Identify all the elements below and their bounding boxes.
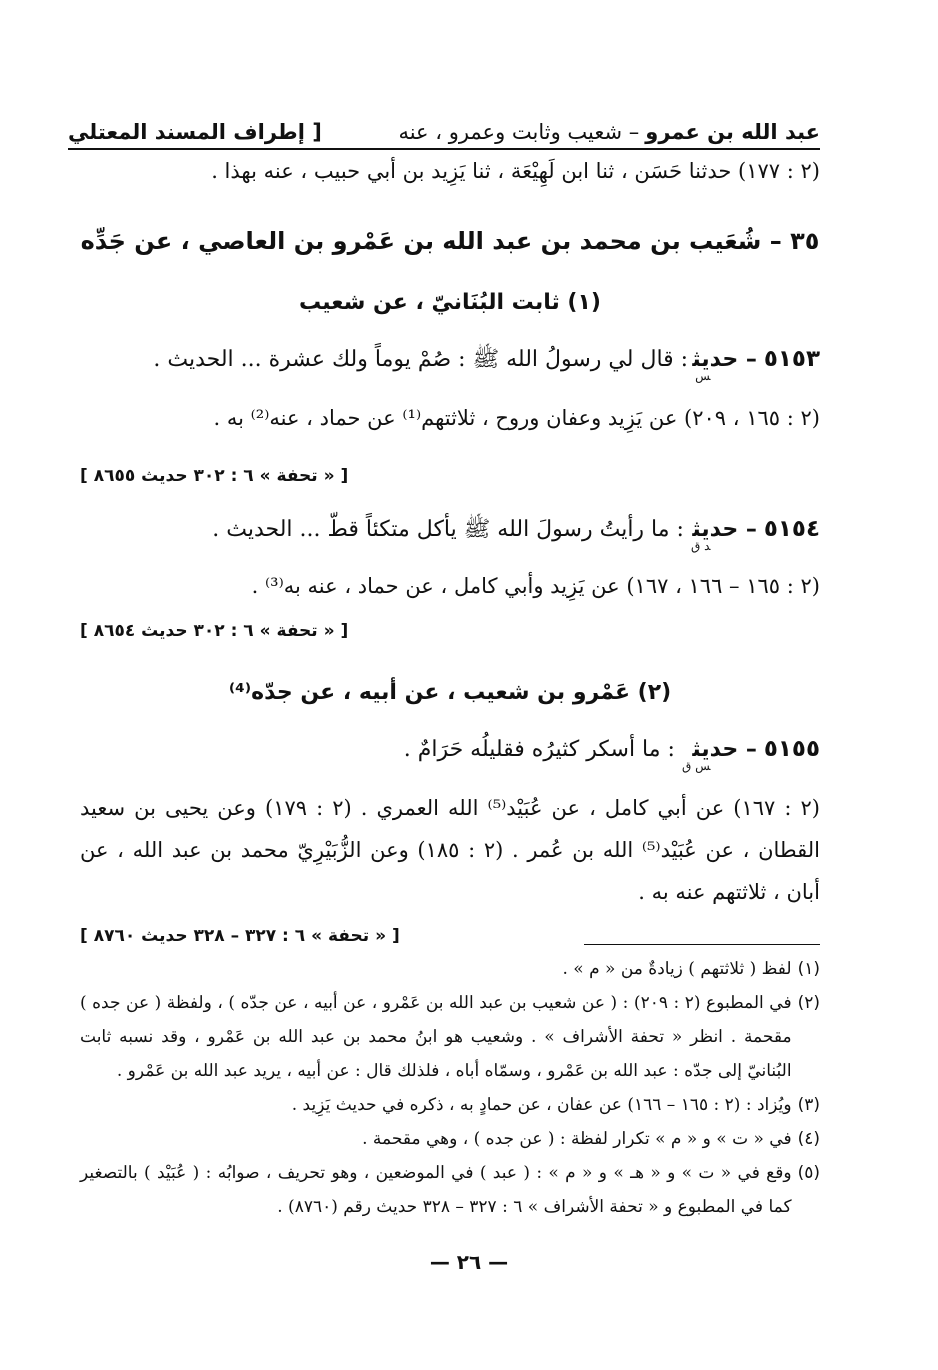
hadith-text: : ما رأيتُ رسولَ الله ﷺ يأكل متكئاً قطّ ... الحديث . [212, 517, 684, 542]
hadith-keyword: – حديث [692, 517, 757, 542]
hadith-chain: (٢ : ١٦٥ ، ٢٠٩) عن يَزِيد وعفان وروح ، ثلاثتهم⁽¹⁾ عن حماد ، عنه⁽²⁾ به . [213, 406, 820, 430]
hadith-number: ٥١٥٤ [763, 516, 820, 542]
header-subtitle: – شعيب وثابت وعمرو ، عنه [398, 120, 640, 144]
footnote-text: في « ت » و « م » تكرار لفظة : ( عن جده ) ، وهي مقحمة . [362, 1129, 792, 1149]
source-marker: س [695, 369, 711, 383]
footnote [80, 1088, 820, 1122]
hadith-number: ٥١٥٥ [763, 736, 820, 762]
hadith-text: : ما أسكر كثيرُه فقليلُه حَرَامٌ . [403, 737, 675, 762]
footnote-separator [584, 944, 820, 945]
footnote-number: (٤) [797, 1129, 820, 1149]
source-marker: س ق [681, 759, 711, 773]
footnote [80, 1156, 820, 1224]
hadith-number: ٥١٥٣ [763, 346, 820, 372]
subsection-title-1: (١) ثابت البُنَانيّ ، عن شعيب [299, 290, 601, 315]
section-title: ٣٥ – شُعَيب بن محمد بن عبد الله بن عَمْرو بن العاصي ، عن جَدِّه [80, 227, 820, 255]
hadith-keyword: – حديث [692, 737, 757, 762]
source-marker: د ق [690, 539, 711, 553]
footnotes [80, 952, 820, 1224]
footnote-text: في المطبوع (٢ : ٢٠٩) : ( عن شعيب بن عبد الله بن عَمْرو ، عن أبيه ، عن جدّه ) ، ولفظة ( عن جده ) مقحمة . انظر « تحفة الأشراف » . وشعيب هو ابنُ محمد بن عبد الله بن عَمْرو ، وقد نسبه ثابت البُنانيّ إلى جدّه : عبد الله بن عَمْرو ، وسمّاه أباه ، فلذلك قال : عن أبيه ، يريد عبد الله بن عَمْرو . [80, 993, 792, 1081]
tuhfa-reference: [ « تحفة » ٦ : ٣٠٢ حديث ٨٦٥٤ ] [80, 621, 349, 641]
running-header [68, 104, 820, 150]
footnote-text: ويُزاد : (٢ : ١٦٥ – ١٦٦) عن عفان ، عن حمادٍ به ، ذكره في حديث يَزِيد . [291, 1095, 792, 1115]
footnote-number: (١) [797, 959, 820, 979]
hadith-chain: (٢ : ١٦٧) عن أبي كامل ، عن عُبَيْد⁽⁵⁾ الله العمري . (٢ : ١٧٩) وعن يحيى بن سعيد القطان ، عن عُبَيْد⁽⁵⁾ الله بن عُمر . (٢ : ١٨٥) وعن الزُّبَيْرِيّ محمد بن عبد الله ، عن أبان ، ثلاثتهم عنه به . [80, 796, 820, 904]
intro-reference: (٢ : ١٧٧) حدثنا حَسَن ، ثنا ابن لَهِيْعَة ، ثنا يَزِيد بن أبي حبيب ، عنه بهذا . [211, 159, 820, 183]
footnote [80, 986, 820, 1088]
header-book-title: [ إطراف المسند المعتلي [68, 120, 322, 144]
hadith-chain: (٢ : ١٦٥ – ١٦٦ ، ١٦٧) عن يَزِيد وأبي كامل ، عن حماد ، عنه به⁽³⁾ . [251, 574, 820, 598]
footnote-number: (٣) [797, 1095, 820, 1115]
hadith-5155 [80, 728, 820, 773]
hadith-text: : قال لي رسولُ الله ﷺ : صُمْ يوماً ولك عشرة ... الحديث . [153, 347, 689, 372]
hadith-5153 [80, 338, 820, 383]
tuhfa-reference: [ « تحفة » ٦ : ٣٠٢ حديث ٨٦٥٥ ] [80, 466, 349, 486]
hadith-keyword: – حديث [692, 347, 757, 372]
header-author: عبد الله بن عمرو [645, 120, 820, 144]
footnote-number: (٢) [797, 993, 820, 1013]
footnote [80, 952, 820, 986]
header-title-group [398, 120, 820, 144]
footnote-number: (٥) [797, 1163, 820, 1183]
page-number: — ٢٦ — [429, 1250, 509, 1274]
tuhfa-reference: [ « تحفة » ٦ : ٣٢٧ – ٣٢٨ حديث ٨٧٦٠ ] [80, 926, 400, 946]
footnote-text: لفظ ( ثلاثتهم ) زيادةٌ من « م » . [562, 959, 792, 979]
footnote [80, 1122, 820, 1156]
footnote-text: وقع في « ت » و « هـ » و « م » : ( عبد ) في الموضعين ، وهو تحريف ، صوابُه : ( عُبَيْد ) بالتصغير كما في المطبوع و « تحفة الأشراف » ٦ : ٣٢٧ – ٣٢٨ حديث رقم (٨٧٦٠) . [80, 1163, 792, 1217]
hadith-5154 [80, 508, 820, 553]
subsection-title-2: (٢) عَمْرو بن شعيب ، عن أبيه ، عن جدّه⁽⁴⁾ [228, 680, 672, 705]
